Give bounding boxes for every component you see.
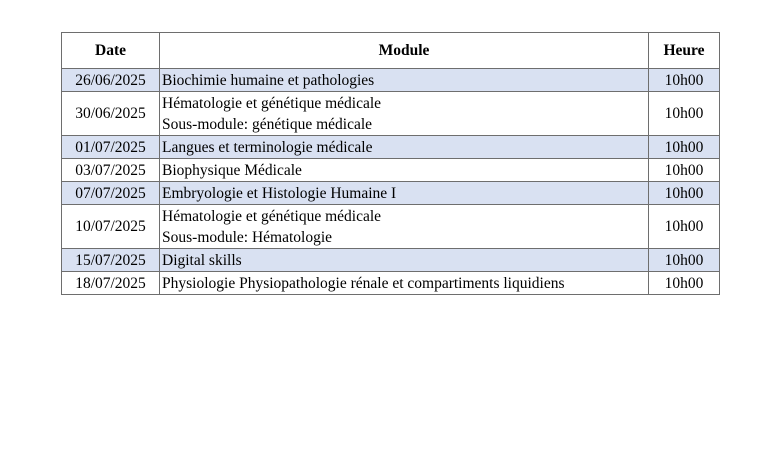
- date-cell: 10/07/2025: [62, 205, 160, 249]
- module-cell: [160, 69, 649, 92]
- module-cell: [160, 159, 649, 182]
- hour-cell: 10h00: [649, 69, 720, 92]
- date-cell: 30/06/2025: [62, 92, 160, 136]
- date-cell: 18/07/2025: [62, 272, 160, 295]
- module-line: Hématologie et génétique médicale: [162, 207, 382, 225]
- table-row: [62, 272, 720, 295]
- hour-cell: 10h00: [649, 182, 720, 205]
- date-cell: 07/07/2025: [62, 182, 160, 205]
- hour-cell: 10h00: [649, 249, 720, 272]
- date-cell: 26/06/2025: [62, 69, 160, 92]
- header-hour: Heure: [649, 33, 720, 69]
- module-line: Biochimie humaine et pathologies: [162, 71, 375, 89]
- module-cell: [160, 205, 649, 249]
- module-line: Digital skills: [162, 251, 242, 269]
- module-line: Hématologie et génétique médicale: [162, 94, 382, 112]
- module-line: Langues et terminologie médicale: [162, 138, 373, 156]
- date-cell: 15/07/2025: [62, 249, 160, 272]
- table-row: [62, 205, 720, 249]
- exam-schedule-table: [61, 32, 720, 295]
- hour-cell: 10h00: [649, 136, 720, 159]
- module-cell: [160, 272, 649, 295]
- header-module: Module: [160, 33, 649, 69]
- module-cell: [160, 92, 649, 136]
- hour-cell: 10h00: [649, 159, 720, 182]
- module-line: Sous-module: génétique médicale: [162, 115, 373, 133]
- header-row: [62, 33, 720, 69]
- module-line: Embryologie et Histologie Humaine I: [162, 184, 397, 202]
- hour-cell: 10h00: [649, 205, 720, 249]
- table-row: [62, 182, 720, 205]
- date-cell: 03/07/2025: [62, 159, 160, 182]
- module-line: Biophysique Médicale: [162, 161, 302, 179]
- module-cell: [160, 182, 649, 205]
- module-cell: [160, 249, 649, 272]
- hour-cell: 10h00: [649, 272, 720, 295]
- table-row: [62, 159, 720, 182]
- header-date: Date: [62, 33, 160, 69]
- module-line: Sous-module: Hématologie: [162, 228, 333, 246]
- table-row: [62, 136, 720, 159]
- table-row: [62, 249, 720, 272]
- table-row: [62, 92, 720, 136]
- module-line: Physiologie Physiopathologie rénale et compartiments liquidiens: [162, 274, 565, 292]
- table-body: [62, 69, 720, 295]
- table-row: [62, 69, 720, 92]
- module-cell: [160, 136, 649, 159]
- date-cell: 01/07/2025: [62, 136, 160, 159]
- hour-cell: 10h00: [649, 92, 720, 136]
